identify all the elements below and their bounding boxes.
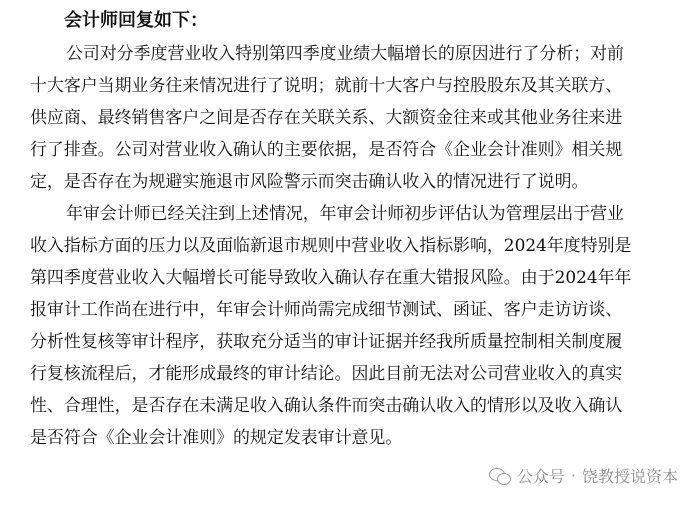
paragraph-line: 供应商、最终销售客户之间是否存在关联关系、大额资金往来或其他业务往来进 [30, 107, 623, 127]
paragraph-line: 公司对分季度营业收入特别第四季度业绩大幅增长的原因进行了分析；对前 [66, 43, 624, 63]
paragraph-line: 十大客户当期业务往来情况进行了说明；就前十大客户与控股股东及其关联方、 [30, 75, 623, 95]
paragraph-line: 定，是否存在为规避实施退市风险警示而突击确认收入的情况进行了说明。 [30, 171, 589, 191]
watermark-name: 饶教授说资本 [581, 467, 678, 486]
paragraph-line: 报审计工作尚在进行中，年审会计师尚需完成细节测试、函证、客户走访访谈、 [30, 299, 623, 319]
paragraph-line: 行复核流程后，才能形成最终的审计结论。因此目前无法对公司营业收入的真实 [30, 363, 623, 383]
paragraph-line: 是否符合《企业会计准则》的规定发表审计意见。 [30, 427, 403, 447]
paragraph-line: 第四季度营业收入大幅增长可能导致收入确认存在重大错报风险。由于2024年年 [30, 267, 632, 287]
paragraph-line: 性、合理性，是否存在未满足收入确认条件而突击确认收入的情形以及收入确认 [30, 395, 623, 415]
paragraph-line: 年审会计师已经关注到上述情况，年审会计师初步评估认为管理层出于营业 [66, 203, 624, 223]
section-heading: 会计师回复如下： [64, 10, 208, 31]
watermark-prefix: 公众号 [516, 467, 565, 486]
watermark [489, 464, 678, 487]
paragraph-line: 行了排查。公司对营业收入确认的主要依据，是否符合《企业会计准则》相关规 [30, 139, 623, 159]
wechat-icon [489, 467, 511, 485]
watermark-separator: · [570, 466, 576, 485]
paragraph-line: 分析性复核等审计程序，获取充分适当的审计证据并经我所质量控制相关制度履 [30, 331, 623, 351]
paragraph-line: 收入指标方面的压力以及面临新退市规则中营业收入指标影响，2024年度特别是 [30, 235, 632, 255]
